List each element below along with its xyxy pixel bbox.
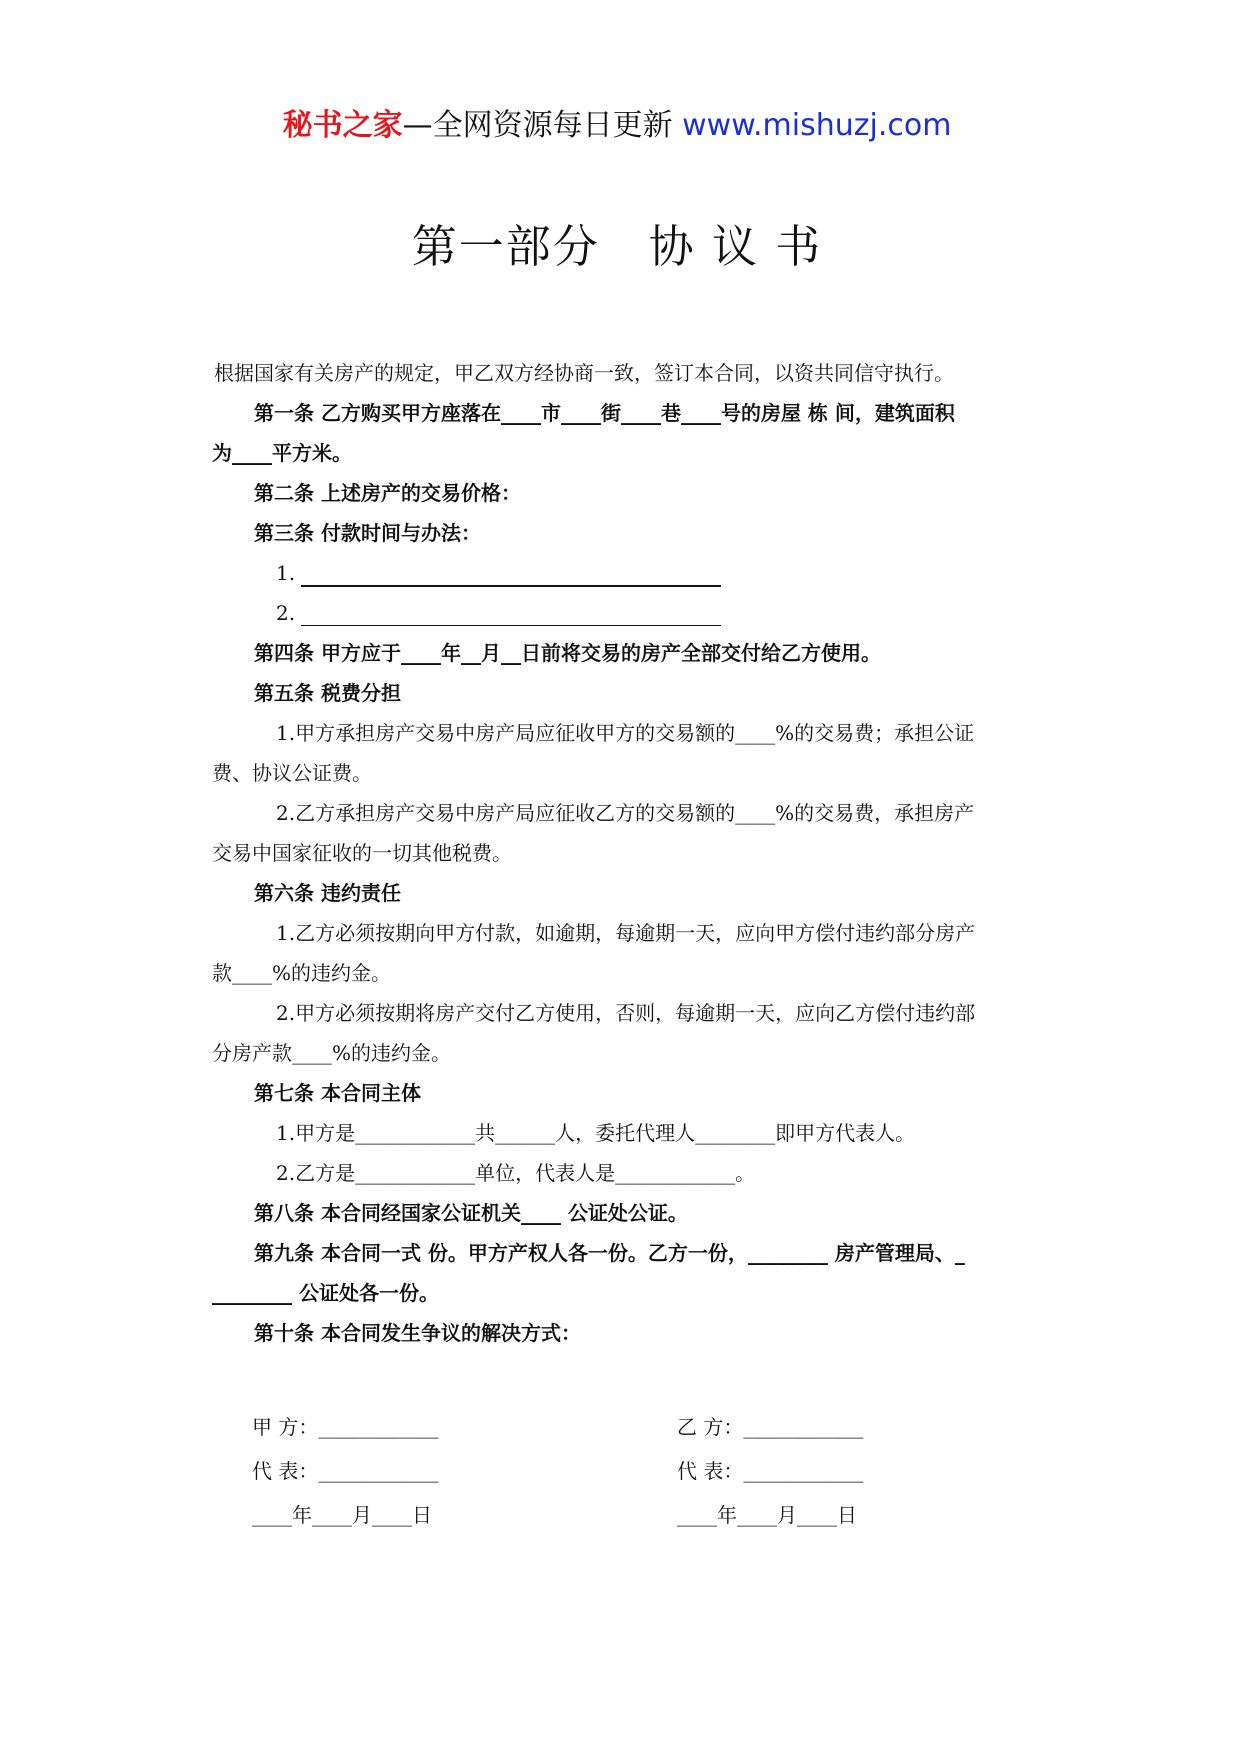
agreement-body: [212, 353, 1042, 1353]
article-5-item-1-line-1: 1.甲方承担房产交易中房产局应征收甲方的交易额的____%的交易费；承担公证: [276, 721, 975, 745]
party-b-representative: 代 表：____________: [677, 1459, 864, 1483]
party-a-date: ____年____月____日: [252, 1503, 432, 1527]
article-8: 第八条 本合同经国家公证机关____ 公证处公证。: [254, 1201, 688, 1225]
party-b-date: ____年____月____日: [677, 1503, 857, 1527]
payment-item-2-number: 2.: [276, 601, 296, 625]
article-1-line-2: 为____平方米。: [212, 441, 352, 465]
signature-block: [252, 1405, 1052, 1537]
article-7-heading: 第七条 本合同主体: [254, 1081, 421, 1105]
article-6-heading: 第六条 违约责任: [254, 881, 401, 905]
article-3-heading: 第三条 付款时间与办法：: [254, 521, 481, 545]
article-9-line-2: ________ 公证处各一份。: [212, 1281, 439, 1305]
signature-rep-row: [252, 1449, 1052, 1493]
article-5-item-1-line-2: 费、协议公证费。: [212, 761, 372, 785]
document-title: 第一部分 协 议 书: [411, 220, 823, 273]
article-6-item-2-line-2: 分房产款____%的违约金。: [212, 1041, 452, 1065]
payment-item-1-number: 1.: [276, 561, 296, 585]
article-2: 第二条 上述房产的交易价格：: [254, 481, 521, 505]
brand-name: 秘书之家: [282, 108, 403, 143]
article-5-heading: 第五条 税费分担: [254, 681, 401, 705]
header-banner: [0, 100, 1234, 144]
party-a-representative: 代 表：____________: [252, 1459, 439, 1483]
website-link[interactable]: www.mishuzj.com: [682, 108, 952, 143]
article-7-item-2: 2.乙方是____________单位，代表人是____________。: [276, 1161, 756, 1185]
article-4: 第四条 甲方应于____年__月__日前将交易的房产全部交付给乙方使用。: [254, 641, 881, 665]
signature-date-row: [252, 1493, 1052, 1537]
article-5-item-2-line-2: 交易中国家征收的一切其他税费。: [212, 841, 512, 865]
party-b-signature: 乙 方：____________: [677, 1415, 864, 1439]
payment-item-2-blank: [301, 603, 721, 626]
article-5-item-2-line-1: 2.乙方承担房产交易中房产局应征收乙方的交易额的____%的交易费，承担房产: [276, 801, 975, 825]
signature-party-row: [252, 1405, 1052, 1449]
banner-tagline: —全网资源每日更新: [402, 108, 683, 143]
party-a-signature: 甲 方：____________: [252, 1415, 439, 1439]
article-6-item-1-line-1: 1.乙方必须按期向甲方付款，如逾期，每逾期一天，应向甲方偿付违约部分房产: [276, 921, 976, 945]
article-1-line-1: 第一条 乙方购买甲方座落在____市____街____巷____号的房屋 栋 间，建筑面积: [254, 401, 955, 425]
article-9-line-1: 第九条 本合同一式 份。甲方产权人各一份。乙方一份，________ 房产管理局、_: [254, 1241, 965, 1265]
article-7-item-1: 1.甲方是____________共______人，委托代理人________即甲方代表人。: [276, 1121, 916, 1145]
intro-paragraph: 根据国家有关房产的规定，甲乙双方经协商一致，签订本合同，以资共同信守执行。: [214, 361, 954, 385]
payment-item-1-blank: [301, 563, 721, 587]
article-6-item-2-line-1: 2.甲方必须按期将房产交付乙方使用，否则，每逾期一天，应向乙方偿付违约部: [276, 1001, 976, 1025]
payment-item-2: [212, 593, 1042, 633]
article-10: 第十条 本合同发生争议的解决方式：: [254, 1321, 581, 1345]
article-6-item-1-line-2: 款____%的违约金。: [212, 961, 392, 985]
payment-item-1: [212, 553, 1042, 593]
